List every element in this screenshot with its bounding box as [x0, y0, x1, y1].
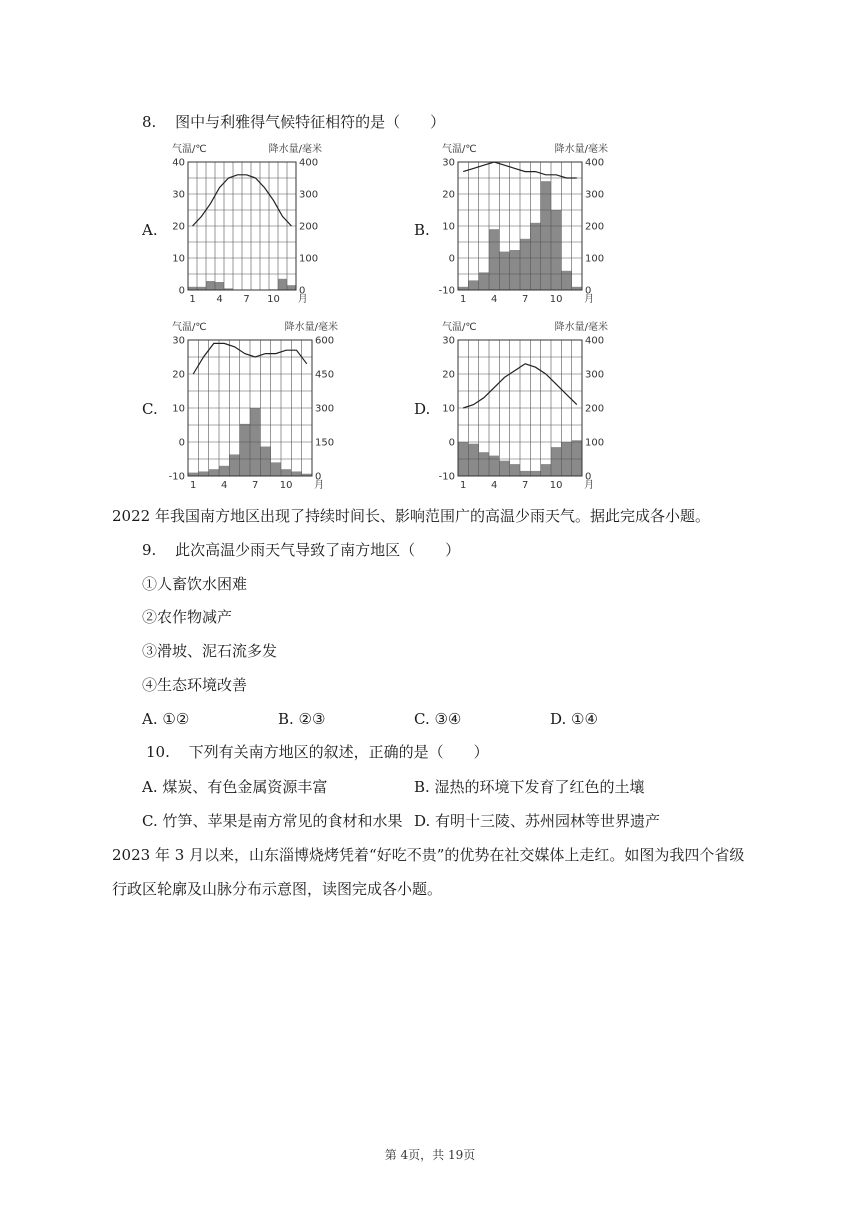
precipitation-bar	[551, 447, 561, 476]
q9-option-b: B. ②③	[278, 710, 326, 728]
question-number: 10.	[146, 743, 170, 761]
option-label-a: A.	[142, 221, 158, 239]
option-label-c: C.	[142, 400, 158, 418]
intro-paragraph-2-line-1: 2023 年 3 月以来，山东淄博烧烤凭着“好吃不贵”的优势在社交媒体上走红。如图为我四个省级	[112, 846, 745, 864]
precipitation-bar	[287, 285, 296, 290]
precipitation-bar	[520, 471, 530, 476]
statement-1: ①人畜饮水困难	[142, 575, 248, 593]
temperature-tick-label: 0	[448, 437, 455, 449]
page-footer: 第 4页，共 19页	[384, 1148, 476, 1162]
month-tick-label: 10	[549, 480, 563, 491]
statement-3: ③滑坡、泥石流多发	[142, 642, 278, 660]
temperature-tick-label: 20	[172, 369, 185, 381]
climate-chart-d	[436, 318, 612, 502]
precipitation-tick-label: 150	[315, 437, 335, 449]
q10-option-a: A. 煤炭、有色金属资源丰富	[142, 778, 328, 796]
question-number: 9.	[142, 541, 157, 559]
precipitation-bar	[572, 440, 582, 476]
precipitation-bar	[240, 424, 250, 476]
precipitation-tick-label: 400	[299, 157, 319, 169]
month-tick-label: 4	[490, 294, 498, 305]
month-tick-label: 7	[251, 480, 259, 491]
month-tick-label: 10	[549, 294, 563, 305]
temperature-axis-title: 气温/℃	[442, 144, 477, 155]
precipitation-bar	[561, 271, 571, 290]
precipitation-bar	[198, 471, 208, 476]
precipitation-tick-label: 0	[299, 285, 306, 297]
q9-option-d: D. ①④	[550, 710, 598, 728]
precipitation-bar	[541, 181, 551, 290]
month-axis-label: 月	[584, 480, 595, 491]
precipitation-bar	[206, 281, 215, 290]
precipitation-tick-label: 0	[585, 471, 592, 483]
precipitation-bar	[499, 252, 509, 290]
precipitation-bar	[510, 250, 520, 290]
q10-option-b: B. 湿热的环境下发育了红色的土壤	[414, 778, 645, 796]
precipitation-bar	[510, 464, 520, 476]
statement-2: ②农作物减产	[142, 608, 233, 626]
question-number: 8.	[142, 113, 157, 131]
precipitation-axis-title: 降水量/毫米	[284, 322, 338, 333]
question-stem: 此次高温少雨天气导致了南方地区（ ）	[175, 541, 461, 559]
precipitation-tick-label: 200	[585, 403, 605, 415]
temperature-tick-label: 10	[172, 403, 185, 415]
temperature-tick-label: 20	[172, 221, 185, 233]
temperature-tick-label: 10	[442, 221, 455, 233]
temperature-tick-label: 20	[442, 189, 455, 201]
precipitation-tick-label: 0	[585, 285, 592, 297]
temperature-tick-label: 30	[442, 335, 455, 347]
precipitation-tick-label: 400	[585, 335, 605, 347]
question-9	[142, 540, 460, 560]
precipitation-bar	[499, 461, 509, 476]
precipitation-bar	[229, 454, 239, 476]
precipitation-tick-label: 300	[585, 369, 605, 381]
precipitation-tick-label: 300	[299, 189, 319, 201]
precipitation-bar	[551, 210, 561, 290]
temperature-axis-title: 气温/℃	[172, 144, 207, 155]
month-tick-label: 1	[459, 294, 467, 305]
month-tick-label: 7	[521, 480, 529, 491]
q9-option-c: C. ③④	[414, 710, 462, 728]
question-stem: 下列有关南方地区的叙述，正确的是（ ）	[188, 743, 489, 761]
q10-option-c: C. 竹笋、苹果是南方常见的食材和水果	[142, 812, 403, 830]
q10-option-d: D. 有明十三陵、苏州园林等世界遗产	[414, 812, 661, 830]
q9-option-a: A. ①②	[142, 710, 190, 728]
month-axis-label: 月	[314, 480, 325, 491]
temperature-tick-label: -10	[438, 285, 455, 297]
precipitation-bar	[291, 471, 301, 476]
precipitation-bar	[468, 280, 478, 290]
precipitation-tick-label: 300	[315, 403, 335, 415]
precipitation-axis-title: 降水量/毫米	[268, 144, 322, 155]
climate-chart-a	[166, 140, 326, 316]
temperature-axis-title: 气温/℃	[172, 322, 207, 333]
precipitation-bar	[541, 464, 551, 476]
temperature-tick-label: 0	[178, 285, 185, 297]
temperature-tick-label: -10	[438, 471, 455, 483]
climate-chart-c	[166, 318, 342, 502]
temperature-tick-label: 40	[172, 157, 185, 169]
month-tick-label: 1	[189, 294, 196, 305]
precipitation-axis-title: 降水量/毫米	[554, 144, 608, 155]
intro-paragraph-1: 2022 年我国南方地区出现了持续时间长、影响范围广的高温少雨天气。据此完成各小题。	[112, 507, 710, 525]
month-tick-label: 1	[189, 480, 197, 491]
precipitation-bar	[530, 223, 540, 290]
precipitation-tick-label: 100	[585, 253, 605, 265]
temperature-tick-label: -10	[168, 471, 185, 483]
precipitation-tick-label: 400	[585, 157, 605, 169]
question-10	[146, 742, 489, 762]
temperature-tick-label: 30	[442, 157, 455, 169]
precipitation-bar	[479, 452, 489, 476]
month-tick-label: 1	[459, 480, 467, 491]
precipitation-bar	[489, 456, 499, 476]
precipitation-bar	[520, 239, 530, 290]
precipitation-tick-label: 200	[585, 221, 605, 233]
month-tick-label: 7	[521, 294, 529, 305]
precipitation-bar	[479, 272, 489, 290]
month-tick-label: 7	[243, 294, 250, 305]
precipitation-tick-label: 0	[315, 471, 322, 483]
month-axis-label: 月	[297, 294, 308, 305]
precipitation-tick-label: 300	[585, 189, 605, 201]
precipitation-tick-label: 450	[315, 369, 335, 381]
temperature-tick-label: 10	[442, 403, 455, 415]
precipitation-tick-label: 200	[299, 221, 319, 233]
temperature-tick-label: 0	[178, 437, 185, 449]
precipitation-bar	[281, 469, 291, 476]
precipitation-bar	[260, 447, 270, 476]
precipitation-bar	[219, 466, 229, 476]
precipitation-bar	[188, 473, 198, 476]
month-tick-label: 10	[267, 294, 280, 305]
temperature-tick-label: 30	[172, 335, 185, 347]
option-label-b: B.	[414, 221, 430, 239]
temperature-tick-label: 30	[172, 189, 185, 201]
precipitation-bar	[209, 469, 219, 476]
precipitation-bar	[489, 229, 499, 290]
month-tick-label: 4	[216, 294, 223, 305]
temperature-axis-title: 气温/℃	[442, 322, 477, 333]
month-tick-label: 10	[279, 480, 293, 491]
precipitation-bar	[271, 462, 281, 476]
precipitation-bar	[278, 279, 287, 290]
precipitation-tick-label: 100	[299, 253, 319, 265]
temperature-tick-label: 10	[172, 253, 185, 265]
precipitation-bar	[530, 471, 540, 476]
month-tick-label: 4	[220, 480, 228, 491]
question-stem: 图中与利雅得气候特征相符的是（ ）	[175, 113, 446, 131]
month-axis-label: 月	[584, 294, 595, 305]
precipitation-tick-label: 100	[585, 437, 605, 449]
precipitation-tick-label: 600	[315, 335, 335, 347]
statement-4: ④生态环境改善	[142, 676, 248, 694]
precipitation-bar	[468, 444, 478, 476]
precipitation-bar	[215, 282, 224, 290]
intro-paragraph-2-line-2: 行政区轮廓及山脉分布示意图，读图完成各小题。	[112, 880, 443, 898]
temperature-tick-label: 20	[442, 369, 455, 381]
question-8	[142, 112, 445, 132]
climate-chart-b	[436, 140, 612, 316]
precipitation-axis-title: 降水量/毫米	[554, 322, 608, 333]
option-label-d: D.	[414, 400, 431, 418]
temperature-tick-label: 0	[448, 253, 455, 265]
month-tick-label: 4	[490, 480, 498, 491]
